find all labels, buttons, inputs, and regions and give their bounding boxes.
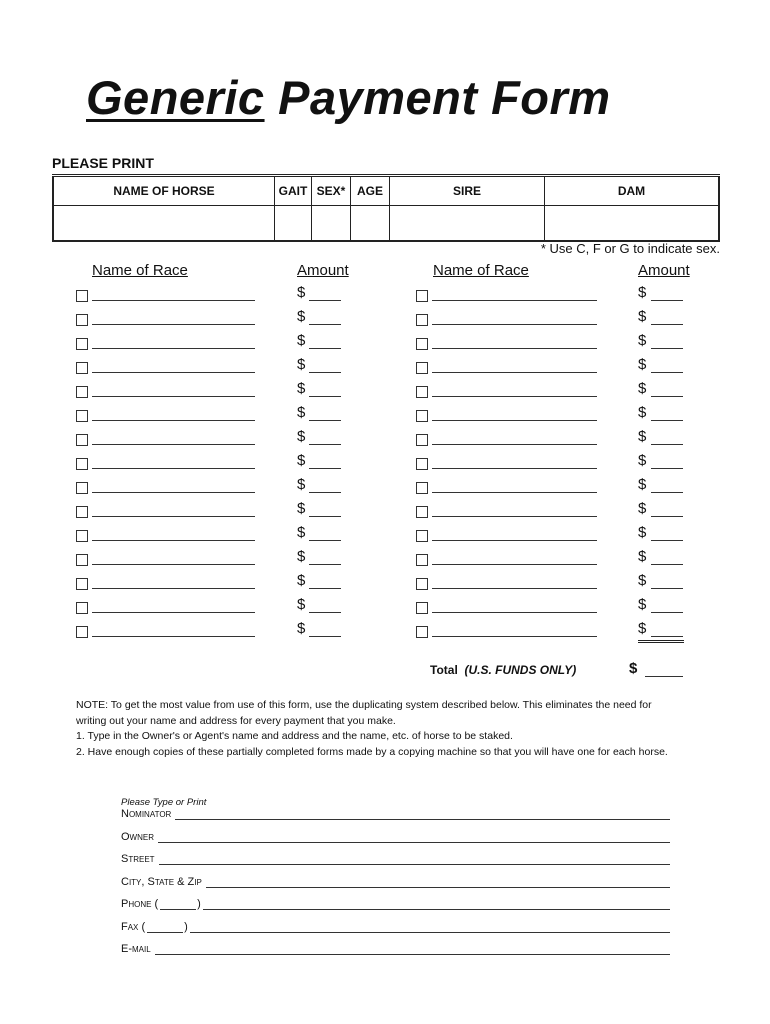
address-row <box>121 853 670 869</box>
address-row <box>121 921 670 937</box>
race-checkbox[interactable] <box>416 578 428 590</box>
race-name-field[interactable] <box>432 396 597 397</box>
race-checkbox[interactable] <box>416 626 428 638</box>
field-sex[interactable] <box>312 206 351 242</box>
note-line: 1. Type in the Owner's or Agent's name and address and the name, etc. of horse to be staked. <box>76 730 513 742</box>
please-print-label: PLEASE PRINT <box>52 155 154 171</box>
address-label: Nominator <box>121 808 172 820</box>
dollar-sign: $ <box>297 500 306 517</box>
dollar-sign: $ <box>297 284 306 301</box>
dollar-sign: $ <box>297 476 306 493</box>
right-amount-header: Amount <box>638 262 690 279</box>
race-name-field[interactable] <box>432 324 597 325</box>
dollar-sign: $ <box>638 428 647 445</box>
race-name-field[interactable] <box>432 564 597 565</box>
race-row-right <box>0 334 770 354</box>
race-amount-field[interactable] <box>651 372 683 373</box>
address-label: E-mail <box>121 943 151 955</box>
dollar-sign: $ <box>297 620 306 637</box>
address-row <box>121 831 670 847</box>
dollar-sign: $ <box>638 524 647 541</box>
race-checkbox[interactable] <box>416 290 428 302</box>
dollar-sign: $ <box>297 404 306 421</box>
total-label: Total (U.S. FUNDS ONLY) <box>430 663 577 677</box>
dollar-sign: $ <box>638 308 647 325</box>
race-row-right <box>0 574 770 594</box>
dollar-sign: $ <box>638 356 647 373</box>
dollar-sign: $ <box>297 428 306 445</box>
race-amount-field[interactable] <box>651 300 683 301</box>
dollar-sign: $ <box>638 452 647 469</box>
race-amount-field[interactable] <box>651 420 683 421</box>
dollar-sign: $ <box>297 452 306 469</box>
race-checkbox[interactable] <box>416 506 428 518</box>
left-amount-header: Amount <box>297 262 349 279</box>
note-line: writing out your name and address for every payment that you make. <box>76 714 396 727</box>
race-amount-field[interactable] <box>651 492 683 493</box>
race-name-field[interactable] <box>432 612 597 613</box>
race-amount-field[interactable] <box>651 348 683 349</box>
title-rest: Payment Form <box>264 71 611 124</box>
race-name-field[interactable] <box>432 372 597 373</box>
race-row-right <box>0 526 770 546</box>
dollar-sign: $ <box>638 476 647 493</box>
race-checkbox[interactable] <box>416 386 428 398</box>
dollar-sign: $ <box>638 332 647 349</box>
race-name-field[interactable] <box>432 492 597 493</box>
race-name-field[interactable] <box>432 420 597 421</box>
address-row <box>121 876 670 892</box>
dollar-sign: $ <box>638 620 647 637</box>
race-row-right <box>0 454 770 474</box>
race-amount-field[interactable] <box>651 468 683 469</box>
address-input-line[interactable] <box>190 932 670 933</box>
area-code-close-paren: ) <box>184 920 188 933</box>
race-name-field[interactable] <box>432 348 597 349</box>
header-dam: DAM <box>545 176 720 206</box>
race-checkbox[interactable] <box>416 530 428 542</box>
type-or-print-prompt: Please Type or Print <box>121 797 207 808</box>
address-row <box>121 898 670 914</box>
field-gait[interactable] <box>275 206 312 242</box>
address-label: Street <box>121 853 155 865</box>
address-input-line[interactable] <box>158 842 670 843</box>
address-row <box>121 808 670 824</box>
race-row-right <box>0 310 770 330</box>
dollar-sign: $ <box>297 596 306 613</box>
dollar-sign: $ <box>297 332 306 349</box>
race-checkbox[interactable] <box>416 554 428 566</box>
race-row-right <box>0 478 770 498</box>
race-amount-field[interactable] <box>651 588 683 589</box>
field-age[interactable] <box>351 206 390 242</box>
note-line: NOTE: To get the most value from use of this form, use the duplicating system described below. This eliminates the need for <box>76 699 652 711</box>
dollar-sign: $ <box>297 308 306 325</box>
race-checkbox[interactable] <box>416 458 428 470</box>
dollar-sign: $ <box>638 380 647 397</box>
address-label: Fax ( <box>121 920 146 933</box>
race-name-field[interactable] <box>432 588 597 589</box>
area-code-close-paren: ) <box>197 898 201 910</box>
race-amount-field[interactable] <box>651 444 683 445</box>
race-row-right <box>0 406 770 426</box>
race-row-right <box>0 286 770 306</box>
race-checkbox[interactable] <box>416 482 428 494</box>
left-race-name-header: Name of Race <box>92 262 188 279</box>
dollar-sign: $ <box>638 572 647 589</box>
race-row-right <box>0 622 770 642</box>
race-amount-field[interactable] <box>651 516 683 517</box>
dollar-sign: $ <box>297 572 306 589</box>
race-name-field[interactable] <box>432 516 597 517</box>
address-label: City, State & Zip <box>121 875 202 888</box>
field-dam[interactable] <box>545 206 720 242</box>
race-row-right <box>0 382 770 402</box>
address-input-line[interactable] <box>203 909 670 910</box>
race-checkbox[interactable] <box>416 314 428 326</box>
race-checkbox[interactable] <box>416 410 428 422</box>
field-name-of-horse[interactable] <box>53 206 275 242</box>
title-underlined: Generic <box>86 71 265 124</box>
race-name-field[interactable] <box>432 300 597 301</box>
race-name-field[interactable] <box>432 636 597 637</box>
race-checkbox[interactable] <box>416 602 428 614</box>
race-row-right <box>0 598 770 618</box>
header-sex: SEX* <box>312 176 351 206</box>
race-amount-field[interactable] <box>651 564 683 565</box>
address-row <box>121 943 670 959</box>
race-row-right <box>0 502 770 522</box>
dollar-sign: $ <box>297 380 306 397</box>
sex-note: * Use C, F or G to indicate sex. <box>540 241 720 256</box>
race-name-field[interactable] <box>432 444 597 445</box>
header-sire: SIRE <box>390 176 545 206</box>
dollar-sign: $ <box>638 596 647 613</box>
race-amount-field[interactable] <box>651 636 683 637</box>
notes-block <box>76 698 716 760</box>
address-input-line[interactable] <box>155 954 670 955</box>
address-input-line[interactable] <box>159 864 670 865</box>
race-checkbox[interactable] <box>416 434 428 446</box>
right-race-name-header: Name of Race <box>433 262 529 279</box>
dollar-sign: $ <box>297 548 306 565</box>
header-gait: GAIT <box>275 176 312 206</box>
dollar-sign: $ <box>297 524 306 541</box>
address-input-line[interactable] <box>175 819 670 820</box>
dollar-sign: $ <box>297 356 306 373</box>
area-code-field[interactable] <box>147 932 183 933</box>
dollar-sign: $ <box>638 548 647 565</box>
race-checkbox[interactable] <box>416 362 428 374</box>
form-title <box>86 70 611 125</box>
dollar-sign: $ <box>638 500 647 517</box>
address-input-line[interactable] <box>206 887 670 888</box>
area-code-field[interactable] <box>160 909 196 910</box>
dollar-sign: $ <box>638 284 647 301</box>
address-label: Phone ( <box>121 898 159 910</box>
dollar-sign: $ <box>638 404 647 421</box>
field-sire[interactable] <box>390 206 545 242</box>
race-amount-field[interactable] <box>651 540 683 541</box>
race-name-field[interactable] <box>432 540 597 541</box>
header-name-of-horse: NAME OF HORSE <box>53 176 275 206</box>
race-amount-field[interactable] <box>651 396 683 397</box>
race-amount-field[interactable] <box>651 324 683 325</box>
address-label: Owner <box>121 830 154 843</box>
race-row-right <box>0 550 770 570</box>
race-row-right <box>0 430 770 450</box>
race-row-right <box>0 358 770 378</box>
race-amount-field[interactable] <box>651 612 683 613</box>
total-dollar-sign: $ <box>629 660 638 677</box>
total-divider <box>638 640 684 643</box>
race-name-field[interactable] <box>432 468 597 469</box>
race-checkbox[interactable] <box>416 338 428 350</box>
funds-note: (U.S. FUNDS ONLY) <box>464 663 577 677</box>
header-age: AGE <box>351 176 390 206</box>
note-line: 2. Have enough copies of these partially completed forms made by a copying machine so that you will have one for each horse. <box>76 745 668 758</box>
horse-info-table <box>52 174 720 242</box>
total-amount-field[interactable] <box>645 676 683 677</box>
